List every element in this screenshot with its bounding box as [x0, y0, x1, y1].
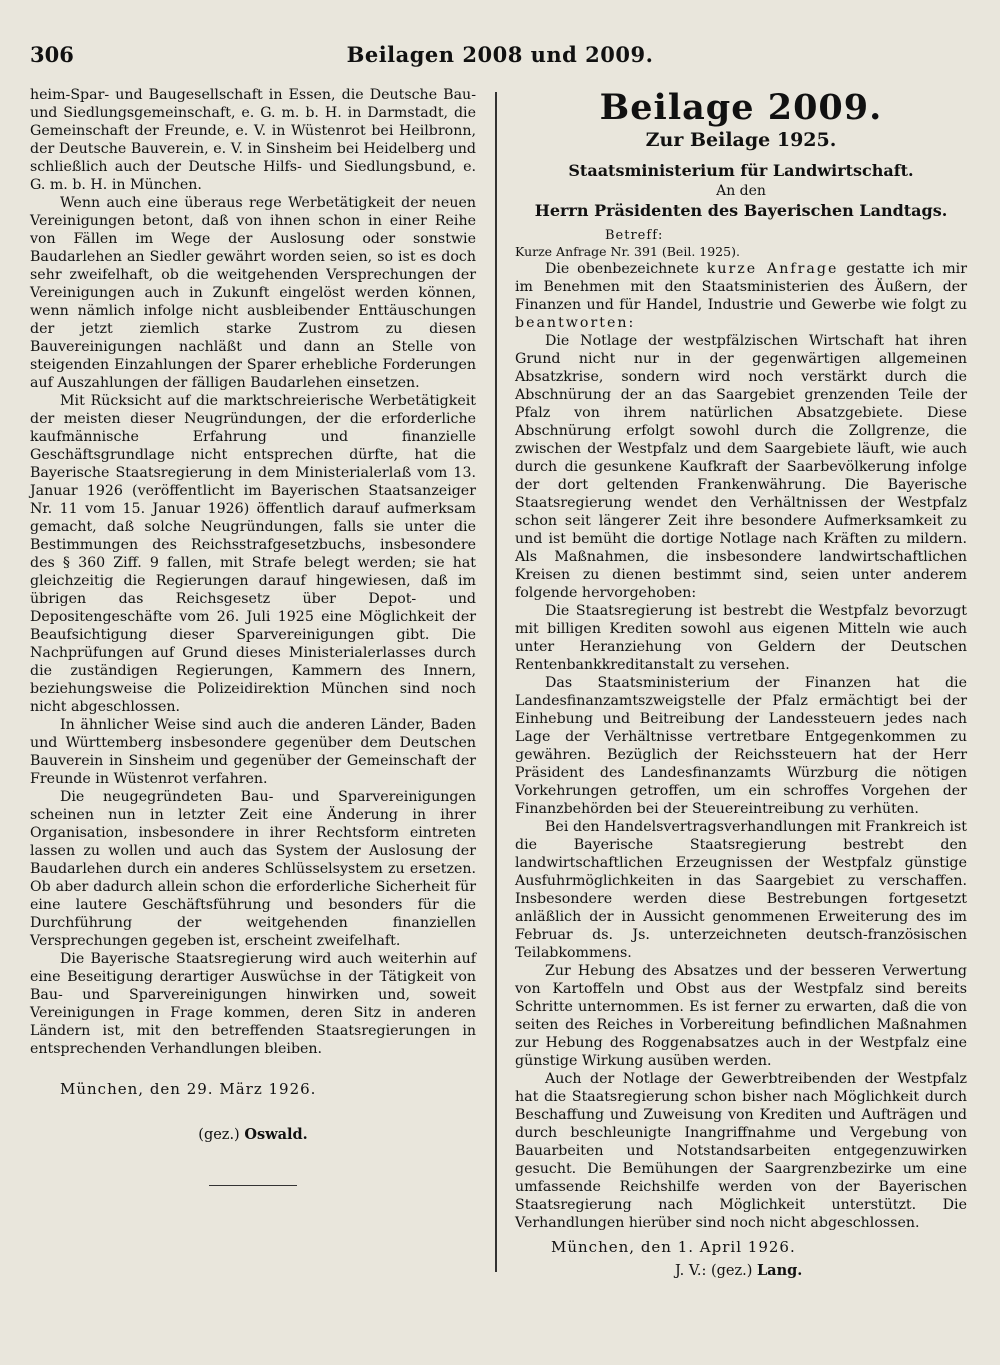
spaced-term: kurze Anfrage	[706, 261, 839, 277]
signature-name: Lang.	[756, 1262, 803, 1279]
intro-text: Die obenbezeichnete	[545, 261, 699, 277]
paragraph: Die Notlage der westpfälzischen Wirtschaft hat ihren Grund nicht nur in der gegenwärtigen allgemeinen Absatzkrise, sondern wird noch verstärkt durch die Abschnürung der an das Saargebiet grenzenden Teile der Pfalz von ihrem natürlichen Absatzgebiete. Diese Abschnürung erfolgt sowohl durch die Zollgrenze, die zwischen der Westpfalz und dem Saargebiete läuft, wie auch durch die gesunkene Kaufkraft der Saarbevölkerung infolge der dort geltenden Frankenwährung. Die Bayerische Staatsregierung wendet den Verhältnissen der Westpfalz schon seit längerer Zeit ihre besondere Aufmerksamkeit zu und ist bemüht die dortige Notlage nach Kräften zu mildern. Als Maßnahmen, die insbesondere landwirtschaftlichen Kreisen zu dienen bestimmt sind, seien unter anderem folgende hervorgehoben:	[515, 333, 967, 601]
left-column	[30, 86, 476, 1186]
page-number: 306	[30, 42, 74, 67]
paragraph: Die Staatsregierung ist bestrebt die Westpfalz bevorzugt mit billigen Krediten sowohl aus eigenen Mitteln wie auch unter Heranziehung von Geldern der Deutschen Rentenbankkreditanstalt zu versehen.	[515, 603, 967, 673]
signature-name: Oswald.	[244, 1126, 308, 1143]
intro-text: :	[628, 315, 634, 331]
paragraph: Die Bayerische Staatsregierung wird auch weiterhin auf eine Beseitigung derartiger Auswüchse in der Tätigkeit von Bau- und Sparvereinigungen hinwirken und, soweit Vereinigungen in Frage kommen, deren Sitz in anderen Ländern ist, mit den betreffenden Staatsregierungen in entsprechenden Verhandlungen bleiben.	[30, 951, 476, 1057]
annex-reference: Zur Beilage 1925.	[645, 129, 837, 151]
ministry-heading: Staatsministerium für Landwirtschaft.	[568, 161, 914, 180]
end-rule	[209, 1185, 297, 1186]
paragraph: Zur Hebung des Absatzes und der besseren Verwertung von Kartoffeln und Obst aus der Westpfalz sind bereits Schritte unternommen. Es ist ferner zu erwarten, daß die von seiten des Reiches in Vorbereitung befindlichen Maßnahmen zur Hebung des Roggenabsatzes auch in der Westpfalz eine günstige Wirkung ausüben werden.	[515, 963, 967, 1069]
paragraph: heim-Spar- und Baugesellschaft in Essen, die Deutsche Bau- und Siedlungsgemeinschaft, e. G. m. b. H. in Darmstadt, die Gemeinschaft der Freunde, e. V. in Wüstenrot bei Heilbronn, der Deutsche Bauverein, e. V. in Sinsheim bei Heidelberg und schließlich auch der Deutsche Hilfs- und Siedlungsbund, e. G. m. b. H. in München.	[30, 87, 476, 193]
paragraph: Bei den Handelsvertragsverhandlungen mit Frankreich ist die Bayerische Staatsregierung bestrebt den landwirtschaftlichen Erzeugnissen der Westpfalz günstige Ausfuhrmöglichkeiten in das Saargebiet zu verschaffen. Insbesondere werden diese Bestrebungen fortgesetzt anläßlich der in Aussicht genommenen Erweiterung des im Februar ds. Js. unterzeichneten deutsch-französischen Teilabkommens.	[515, 819, 967, 961]
paragraph: Die neugegründeten Bau- und Sparvereinigungen scheinen nun in letzter Zeit eine Änderung in ihrer Organisation, insbesondere in ihrer Rechtsform eintreten lassen zu wollen und auch das System der Auslosung der Baudarlehen durch ein anderes Schlüsselsystem zu ersetzen. Ob aber dadurch allein schon die erforderliche Sicherheit für eine lautere Geschäftsführung und besonders für die Durchführung der weitgehenden finanziellen Versprechungen gegeben ist, erscheint zweifelhaft.	[30, 789, 476, 949]
running-title: Beilagen 2008 und 2009.	[346, 42, 654, 67]
spaced-term: beantworten	[515, 315, 629, 331]
running-head	[30, 42, 970, 72]
place-date: München, den 29. März 1926.	[60, 1080, 317, 1098]
signature-prefix: J. V.: (gez.)	[675, 1263, 753, 1279]
annex-title: Beilage 2009.	[599, 87, 883, 128]
signature-prefix: (gez.)	[198, 1127, 240, 1143]
subject-text: Kurze Anfrage Nr. 391 (Beil. 1925).	[515, 244, 740, 259]
right-column	[515, 86, 967, 1279]
paragraph: Auch der Notlage der Gewerbtreibenden der Westpfalz hat die Staatsregierung schon bisher nach Möglichkeit durch Beschaffung und Zuweisung von Krediten und Aufträgen und durch beschleunigte Inangriffnahme und Vergebung von Bauarbeiten und Notstandsarbeiten entgegenzuwirken gesucht. Die Bemühungen der Saargrenzbezirke um eine umfassende Reichshilfe werden von der Bayerischen Staatsregierung nach Möglichkeit unterstützt. Die Verhandlungen hierüber sind noch nicht abgeschlossen.	[515, 1071, 967, 1231]
intro-text: gestatte ich mir im Benehmen mit den Staatsministerien des Äußern, der Finanzen und für Handel, Industrie und Gewerbe wie folgt zu	[515, 261, 968, 313]
intro-paragraph	[515, 260, 967, 332]
signature	[515, 1262, 967, 1279]
addressee-intro: An den	[716, 183, 766, 199]
paragraph: Mit Rücksicht auf die marktschreierische Werbetätigkeit der meisten dieser Neugründungen, der die erforderliche kaufmännische Erfahrung und finanzielle Geschäftsgrundlage nicht entsprechen dürfte, hat die Bayerische Staatsregierung in dem Ministerialerlaß vom 13. Januar 1926 (veröffentlicht im Bayerischen Staatsanzeiger Nr. 11 vom 15. Januar 1926) öffentlich darauf aufmerksam gemacht, daß solche Neugründungen, falls sie unter die Bestimmungen des Reichsstrafgesetzbuchs, insbesondere des § 360 Ziff. 9 fallen, mit Strafe belegt werden; sie hat gleichzeitig die Regierungen darauf hingewiesen, daß im übrigen das Reichsgesetz über Depot- und Depositengeschäfte vom 26. Juli 1925 eine Möglichkeit der Beaufsichtigung dieser Sparvereinigungen gibt. Die Nachprüfungen auf Grund dieses Ministerialerlasses durch die zuständigen Regierungen, Kammern des Innern, beziehungsweise die Polizeidirektion München sind noch nicht abgeschlossen.	[30, 393, 476, 715]
paragraph: Das Staatsministerium der Finanzen hat die Landesfinanzamtszweigstelle der Pfalz ermächtigt bei der Einhebung und Beitreibung der Landessteuern jedes nach Lage der Verhältnisse vertretbare Entgegenkommen zu gewähren. Bezüglich der Reichssteuern hat der Herr Präsident des Landesfinanzamts Würzburg die nötigen Vorkehrungen getroffen, um ein schroffes Vorgehen der Finanzbehörden bei der Steuereintreibung zu verhüten.	[515, 675, 967, 817]
subject-label: Betreff:	[605, 228, 664, 243]
column-divider	[495, 92, 497, 1272]
signature	[30, 1126, 476, 1143]
paragraph: Wenn auch eine überaus rege Werbetätigkeit der neuen Vereinigungen betont, daß von ihnen schon in einer Reihe von Fällen im Wege der Auslosung oder sonstwie Baudarlehen an Siedler gewährt worden seien, so ist es doch sehr zweifelhaft, ob die weitgehenden Versprechungen der Vereinigungen auch in Zukunft eingelöst werden können, wenn nämlich infolge nicht ausbleibender Enttäuschungen der jetzt ziemlich starke Zustrom zu diesen Bauvereinigungen nachläßt und dann an Stelle von steigenden Einzahlungen der Sparer erhebliche Forderungen auf Auszahlungen der fälligen Baudarlehen einsetzen.	[30, 195, 476, 391]
addressee: Herrn Präsidenten des Bayerischen Landtags.	[534, 201, 948, 220]
place-date: München, den 1. April 1926.	[551, 1238, 796, 1256]
paragraph: In ähnlicher Weise sind auch die anderen Länder, Baden und Württemberg insbesondere gegenüber dem Deutschen Bauverein in Sinsheim und gegenüber der Gemeinschaft der Freunde in Wüstenrot verfahren.	[30, 717, 476, 787]
